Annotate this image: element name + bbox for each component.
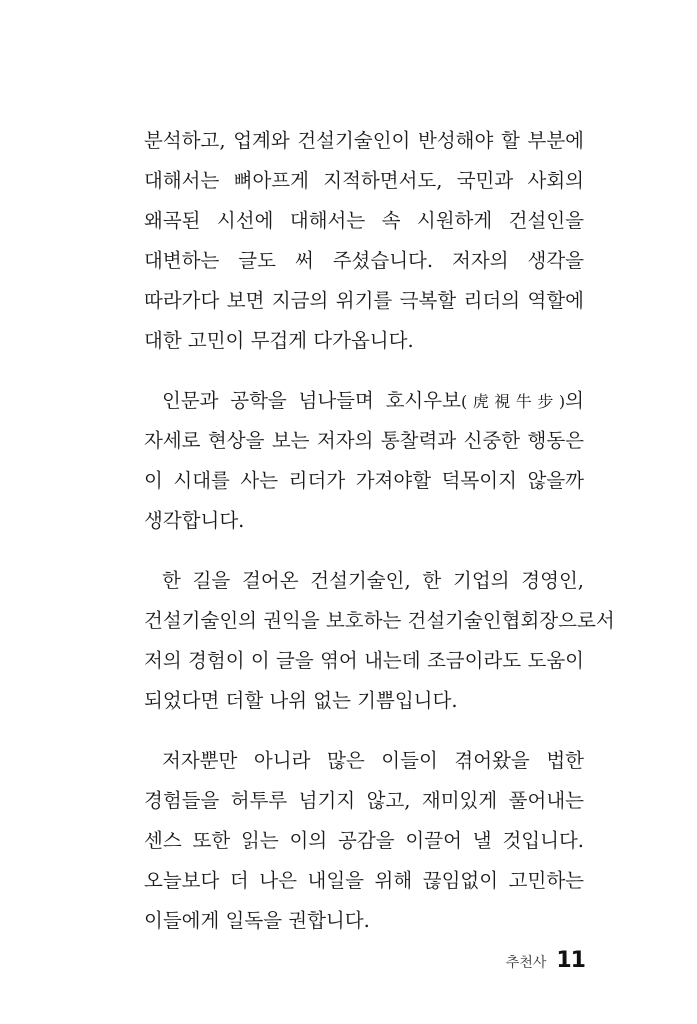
paragraph-1: [144, 121, 584, 361]
text-line: 대한 고민이 무겁게 다가옵니다.: [144, 329, 414, 352]
text-line: 경험들을 허투루 넘기지 않고, 재미있게 풀어내는: [144, 789, 584, 812]
text-line: 저의 경험이 이 글을 엮어 내는데 조금이라도 도움이: [144, 649, 584, 672]
text-line: 저자뿐만 아니라 많은 이들이 겪어왔을 법한: [162, 749, 584, 772]
page-number: 11: [556, 948, 585, 973]
hanja-annotation: (虎視牛步): [460, 392, 566, 411]
text-line: 대변하는 글도 써 주셨습니다. 저자의 생각을: [144, 249, 584, 272]
text-line: 오늘보다 더 나은 내일을 위해 끊임없이 고민하는: [144, 869, 584, 892]
text-line: 따라가다 보면 지금의 위기를 극복할 리더의 역할에: [144, 289, 584, 312]
section-label: 추천사: [505, 955, 547, 971]
paragraph-4: [144, 741, 584, 941]
text-line: 이 시대를 사는 리더가 가져야할 덕목이지 않을까: [144, 469, 584, 492]
paragraph-2: [144, 381, 584, 541]
text-line: 건설기술인의 권익을 보호하는 건설기술인협회장으로서: [144, 609, 615, 632]
text-line: 분석하고, 업계와 건설기술인이 반성해야 할 부분에: [144, 129, 584, 152]
text-line: 왜곡된 시선에 대해서는 속 시원하게 건설인을: [144, 209, 584, 232]
page-footer: [506, 948, 585, 980]
text-line: 생각합니다.: [144, 509, 245, 532]
text-line: 센스 또한 읽는 이의 공감을 이끌어 낼 것입니다.: [144, 829, 584, 852]
text-line: 대해서는 뼈아프게 지적하면서도, 국민과 사회의: [144, 169, 584, 192]
text-line-suffix: 의: [565, 389, 584, 412]
text-line: 자세로 현상을 보는 저자의 통찰력과 신중한 행동은: [144, 429, 584, 452]
text-line: 되었다면 더할 나위 없는 기쁨입니다.: [144, 689, 458, 712]
text-line: 한 길을 걸어온 건설기술인, 한 기업의 경영인,: [162, 569, 584, 592]
paragraph-3: [144, 561, 615, 721]
text-line: 이들에게 일독을 권합니다.: [144, 909, 370, 932]
text-line: [144, 381, 584, 421]
text-line-main: 인문과 공학을 넘나들며 호시우보: [162, 389, 461, 412]
